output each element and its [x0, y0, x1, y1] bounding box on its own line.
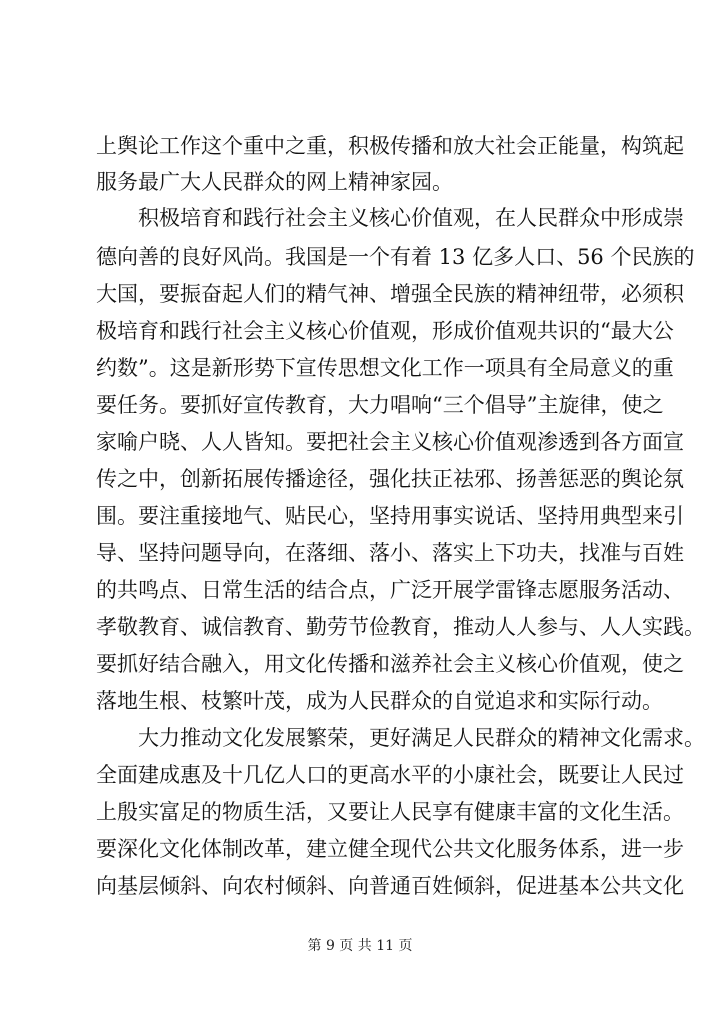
page-footer: 第 9 页 共 11 页	[307, 938, 413, 954]
text-line-6: 极培育和践行社会主义核心价值观，形成价值观共识的“最大公	[96, 319, 674, 343]
text-line-5: 大国，要振奋起人们的精气神、增强全民族的精神纽带，必须积	[96, 282, 684, 306]
text-line-7: 约数”。这是新形势下宣传思想文化工作一项具有全局意义的重	[96, 356, 674, 380]
text-line-18: 全面建成惠及十几亿人口的更高水平的小康社会，既要让人民过	[96, 763, 684, 787]
text-line-12: 导、坚持问题导向，在落细、落小、落实上下功夫，找准与百姓	[96, 541, 684, 565]
text-line-2: 服务最广大人民群众的网上精神家园。	[96, 170, 453, 194]
text-line-9: 家喻户晓、人人皆知。要把社会主义核心价值观渗透到各方面宣	[96, 430, 684, 454]
text-line-10: 传之中，创新拓展传播途径，强化扶正祛邪、扬善惩恶的舆论氛	[96, 467, 684, 491]
text-line-14: 孝敬教育、诚信教育、勤劳节俭教育，推动人人参与、人人实践。	[96, 615, 705, 639]
text-line-16: 落地生根、枝繁叶茂，成为人民群众的自觉追求和实际行动。	[96, 689, 663, 713]
text-line-20: 要深化文化体制改革，建立健全现代公共文化服务体系，进一步	[96, 837, 684, 861]
text-line-4: 德向善的良好风尚。我国是一个有着 13 亿多人口、56 个民族的	[96, 245, 695, 269]
text-line-19: 上殷实富足的物质生活，又要让人民享有健康丰富的文化生活。	[96, 800, 684, 824]
text-line-13: 的共鸣点、日常生活的结合点，广泛开展学雷锋志愿服务活动、	[96, 578, 684, 602]
text-line-17: 大力推动文化发展繁荣，更好满足人民群众的精神文化需求。	[138, 726, 705, 750]
text-line-3: 积极培育和践行社会主义核心价值观，在人民群众中形成崇	[138, 206, 684, 230]
text-line-8: 要任务。要抓好宣传教育，大力唱响“三个倡导”主旋律，使之	[96, 393, 664, 417]
text-line-15: 要抓好结合融入，用文化传播和滋养社会主义核心价值观，使之	[96, 652, 684, 676]
text-line-11: 围。要注重接地气、贴民心，坚持用事实说话、坚持用典型来引	[96, 504, 684, 528]
text-line-21: 向基层倾斜、向农村倾斜、向普通百姓倾斜，促进基本公共文化	[96, 874, 684, 898]
text-line-1: 上舆论工作这个重中之重，积极传播和放大社会正能量，构筑起	[96, 134, 684, 158]
